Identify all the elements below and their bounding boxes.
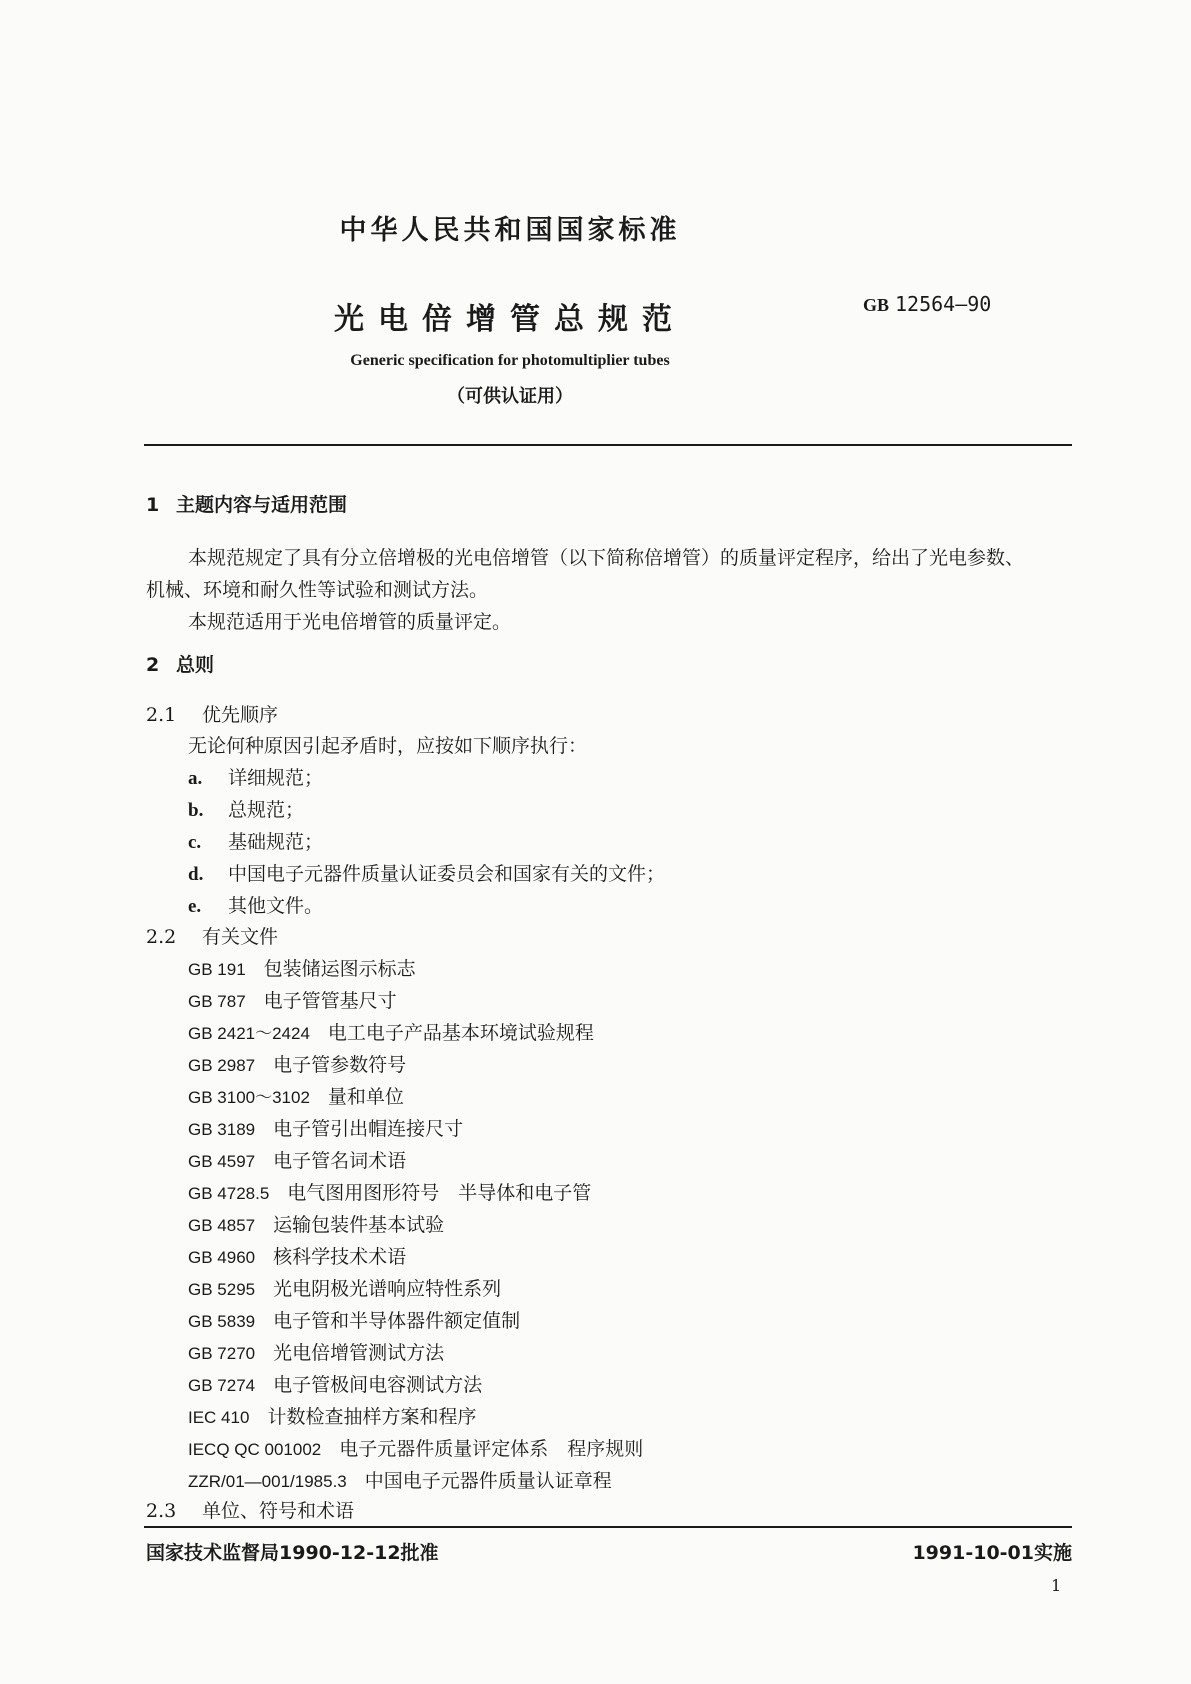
reference-code: IEC 410	[188, 1408, 250, 1427]
reference-title: 核科学技术术语	[273, 1246, 407, 1268]
section-2-2-title: 有关文件	[202, 926, 279, 948]
reference-row	[188, 1050, 406, 1077]
section-2-2-heading	[146, 922, 278, 949]
reference-title: 计数检查抽样方案和程序	[267, 1406, 477, 1428]
reference-code: GB 4728.5	[188, 1184, 270, 1203]
reference-title: 电子管引出帽连接尺寸	[273, 1118, 464, 1140]
section-2-heading	[146, 650, 214, 677]
reference-code: GB 4597	[188, 1152, 256, 1171]
section-2-3-heading	[146, 1496, 354, 1523]
reference-title: 电子管极间电容测试方法	[273, 1374, 483, 1396]
reference-code: GB 5295	[188, 1280, 256, 1299]
header-divider	[144, 444, 1072, 446]
footer-divider	[144, 1526, 1072, 1528]
section-2-1-intro: 无论何种原因引起矛盾时，应按如下顺序执行：	[188, 735, 588, 757]
reference-code: GB 2421～2424	[188, 1024, 310, 1043]
list-marker: d.	[188, 864, 204, 885]
list-item-text: 总规范；	[228, 799, 305, 821]
section-1-para1-line2: 机械、环境和耐久性等试验和测试方法。	[146, 579, 489, 601]
reference-code: GB 7270	[188, 1344, 256, 1363]
national-standard-heading: 中华人民共和国国家标准	[339, 215, 681, 246]
section-2-1-title: 优先顺序	[202, 704, 279, 726]
list-item	[188, 891, 323, 918]
reference-title: 运输包装件基本试验	[273, 1214, 445, 1236]
section-2-3-number: 2.3	[146, 1500, 177, 1522]
reference-row	[188, 1114, 463, 1141]
reference-title: 量和单位	[327, 1086, 404, 1108]
reference-code: GB 5839	[188, 1312, 256, 1331]
reference-title: 包装储运图示标志	[263, 958, 416, 980]
reference-row	[188, 1370, 482, 1397]
reference-code: GB 4960	[188, 1248, 256, 1267]
section-1-para2: 本规范适用于光电倍增管的质量评定。	[188, 611, 512, 633]
reference-row	[188, 1434, 643, 1461]
reference-title: 电子元器件质量评定体系 程序规则	[339, 1438, 644, 1460]
list-marker: a.	[188, 768, 203, 789]
reference-code: GB 191	[188, 960, 246, 979]
list-marker: b.	[188, 800, 204, 821]
section-1-heading	[146, 490, 347, 517]
section-2-title: 总则	[176, 654, 215, 676]
reference-code: IECQ QC 001002	[188, 1440, 322, 1459]
reference-row	[188, 954, 416, 981]
reference-title: 光电倍增管测试方法	[273, 1342, 445, 1364]
reference-title: 电子管名词术语	[273, 1150, 407, 1172]
reference-code: GB 3100～3102	[188, 1088, 310, 1107]
reference-row	[188, 1210, 444, 1237]
reference-code: GB 3189	[188, 1120, 256, 1139]
section-2-3-title: 单位、符号和术语	[202, 1500, 355, 1522]
reference-title: 电气图用图形符号 半导体和电子管	[287, 1182, 592, 1204]
standard-number	[863, 292, 991, 316]
reference-code: ZZR/01—001/1985.3	[188, 1472, 347, 1491]
reference-title: 电工电子产品基本环境试验规程	[327, 1022, 594, 1044]
reference-title: 电子管管基尺寸	[263, 990, 397, 1012]
list-item-text: 基础规范；	[228, 831, 324, 853]
implementation-date: 1991-10-01实施	[912, 1542, 1072, 1564]
list-item	[188, 859, 665, 886]
reference-row	[188, 1274, 501, 1301]
standard-number-value: 12564—90	[895, 292, 992, 316]
section-1-para1-line1: 本规范规定了具有分立倍增极的光电倍增管（以下简称倍增管）的质量评定程序，给出了光电参数、	[188, 547, 1025, 569]
list-item-text: 中国电子元器件质量认证委员会和国家有关的文件；	[228, 863, 666, 885]
section-1-title: 主题内容与适用范围	[176, 494, 348, 516]
reference-code: GB 7274	[188, 1376, 256, 1395]
list-marker: e.	[188, 896, 202, 917]
list-item	[188, 827, 323, 854]
section-1-number: 1	[146, 494, 160, 516]
reference-title: 中国电子元器件质量认证章程	[364, 1470, 612, 1492]
document-title: 光电倍增管总规范	[334, 302, 686, 337]
reference-row	[188, 1082, 404, 1109]
reference-row	[188, 1242, 406, 1269]
reference-row	[188, 1146, 406, 1173]
certification-note: （可供认证用）	[447, 386, 573, 407]
list-item	[188, 763, 323, 790]
section-2-1-number: 2.1	[146, 704, 177, 726]
reference-title: 电子管和半导体器件额定值制	[273, 1310, 521, 1332]
approval-info: 国家技术监督局1990-12-12批准	[146, 1542, 439, 1564]
section-2-1-heading	[146, 700, 278, 727]
list-item-text: 其他文件。	[228, 895, 324, 917]
list-item	[188, 795, 304, 822]
section-2-2-number: 2.2	[146, 926, 177, 948]
reference-row	[188, 986, 397, 1013]
reference-title: 电子管参数符号	[273, 1054, 407, 1076]
standard-number-prefix: GB	[863, 295, 890, 315]
reference-row	[188, 1018, 594, 1045]
page-number: 1	[1051, 1576, 1062, 1595]
english-title: Generic specification for photomultiplier tubes	[350, 352, 670, 369]
reference-row	[188, 1306, 520, 1333]
list-item-text: 详细规范；	[228, 767, 324, 789]
list-marker: c.	[188, 832, 202, 853]
section-2-number: 2	[146, 654, 160, 676]
reference-row	[188, 1338, 444, 1365]
reference-code: GB 787	[188, 992, 246, 1011]
reference-row	[188, 1402, 476, 1429]
reference-row	[188, 1466, 612, 1493]
reference-code: GB 2987	[188, 1056, 256, 1075]
reference-row	[188, 1178, 591, 1205]
reference-code: GB 4857	[188, 1216, 256, 1235]
reference-title: 光电阴极光谱响应特性系列	[273, 1278, 502, 1300]
